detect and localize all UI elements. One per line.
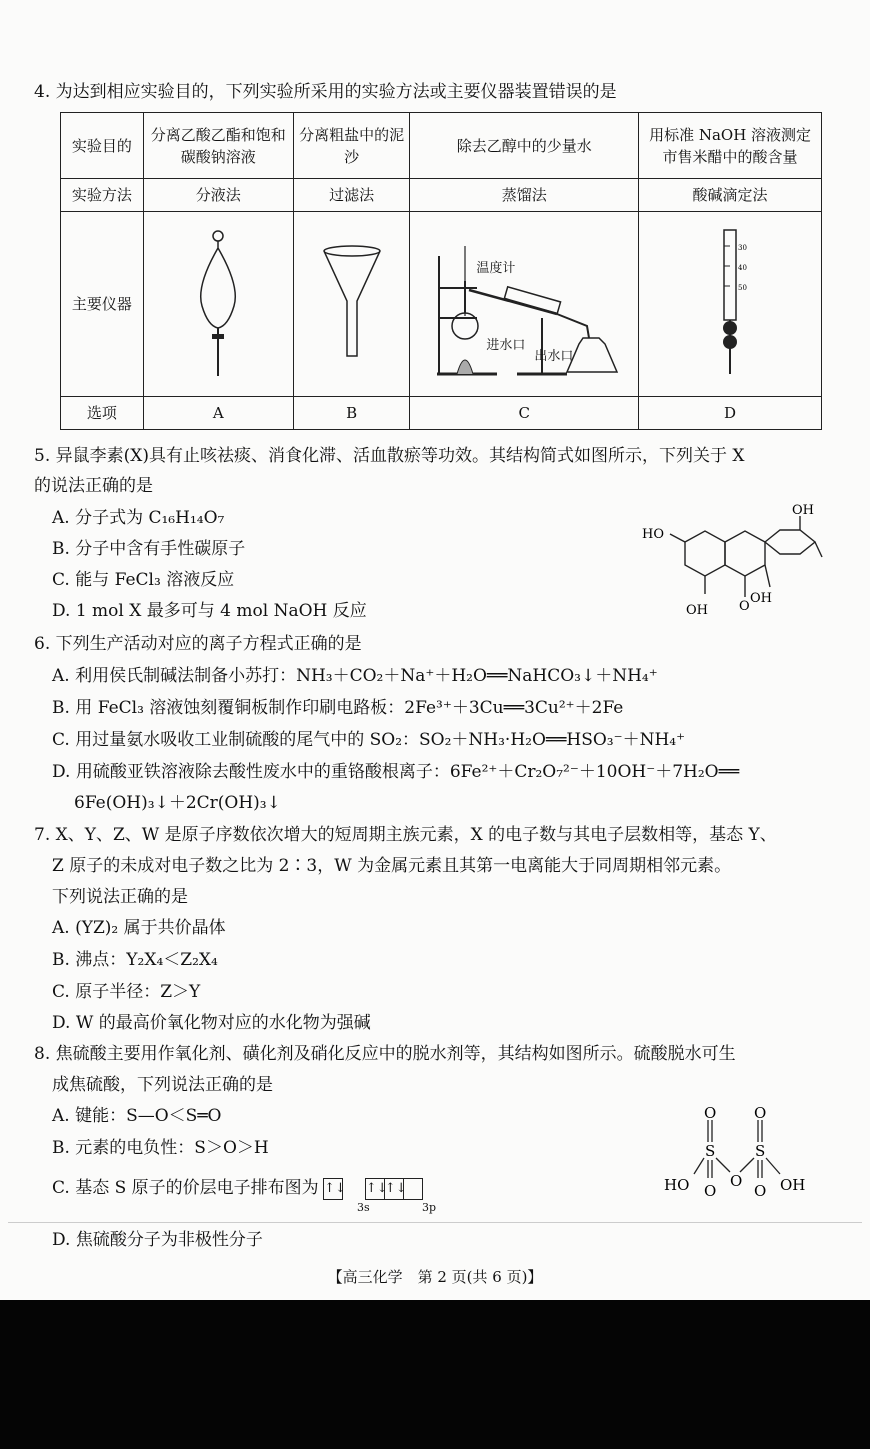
q7-option-a: A. (YZ)₂ 属于共价晶体 bbox=[52, 918, 226, 938]
pyrosulfuric-acid-structure bbox=[660, 1104, 820, 1199]
option-b: B bbox=[293, 397, 409, 430]
q7-option-c: C. 原子半径：Z＞Y bbox=[52, 982, 201, 1002]
q6-option-b: B. 用 FeCl₃ 溶液蚀刻覆铜板制作印刷电路板：2Fe³⁺＋3Cu══3Cu²⁺＋2Fe bbox=[52, 698, 624, 718]
thermometer-label: 温度计 bbox=[476, 261, 516, 276]
label-o-4: O bbox=[754, 1182, 767, 1199]
orbital-3p-1: ↑↓ bbox=[365, 1178, 385, 1200]
q8-option-c-text: C. 基态 S 原子的价层电子排布图为 bbox=[52, 1178, 319, 1198]
label-o-3: O bbox=[704, 1182, 717, 1199]
method-c: 蒸馏法 bbox=[410, 179, 639, 212]
label-o-2: O bbox=[754, 1104, 767, 1122]
q8-option-a: A. 键能：S—O＜S═O bbox=[52, 1106, 222, 1126]
q8-stem-2: 成焦硫酸，下列说法正确的是 bbox=[52, 1075, 273, 1095]
q4-table bbox=[60, 112, 822, 430]
q8-stem-1: 8. 焦硫酸主要用作氧化剂、磺化剂及硝化反应中的脱水剂等，其结构如图所示。硫酸脱水可生 bbox=[34, 1044, 736, 1064]
q7-option-b: B. 沸点：Y₂X₄＜Z₂X₄ bbox=[52, 950, 218, 970]
orbital-3s-label: 3s bbox=[357, 1201, 370, 1214]
q5-option-d: D. 1 mol X 最多可与 4 mol NaOH 反应 bbox=[52, 601, 367, 621]
option-c: C bbox=[410, 397, 639, 430]
q5-option-c: C. 能与 FeCl₃ 溶液反应 bbox=[52, 570, 235, 590]
q8-option-b: B. 元素的电负性：S＞O＞H bbox=[52, 1138, 269, 1158]
q6-option-c: C. 用过量氨水吸收工业制硫酸的尾气中的 SO₂：SO₂＋NH₃·H₂O══HSO₃⁻＋NH₄⁺ bbox=[52, 730, 686, 750]
label-ho: HO bbox=[664, 1176, 690, 1194]
q8-option-d: D. 焦硫酸分子为非极性分子 bbox=[52, 1230, 263, 1250]
orbital-3p-2: ↑↓ bbox=[384, 1178, 404, 1200]
scan-dark-margin bbox=[0, 1300, 870, 1449]
method-a: 分液法 bbox=[143, 179, 293, 212]
label-o-carbonyl: O bbox=[739, 599, 750, 614]
label-oh-c3: OH bbox=[750, 591, 772, 606]
row-head-apparatus: 主要仪器 bbox=[61, 212, 144, 397]
q7-option-d: D. W 的最高价氧化物对应的水化物为强碱 bbox=[52, 1013, 371, 1033]
burette-tick-30: 30 bbox=[738, 244, 747, 252]
purpose-c: 除去乙醇中的少量水 bbox=[410, 113, 639, 179]
q5-stem-2: 的说法正确的是 bbox=[34, 476, 153, 496]
q7-stem-1: 7. X、Y、Z、W 是原子序数依次增大的短周期主族元素，X 的电子数与其电子层数相等，基态 Y、 bbox=[34, 825, 777, 845]
q7-stem-3: 下列说法正确的是 bbox=[52, 887, 188, 907]
burette-tick-40: 40 bbox=[738, 264, 747, 272]
burette-image bbox=[639, 212, 822, 397]
page-footer: 【高三化学 第 2 页(共 6 页)】 bbox=[327, 1268, 543, 1286]
separatory-funnel-image bbox=[143, 212, 293, 397]
label-s-2: S bbox=[755, 1142, 766, 1160]
isorhamnetin-structure bbox=[630, 502, 830, 627]
purpose-a: 分离乙酸乙酯和饱和碳酸钠溶液 bbox=[143, 113, 293, 179]
orbital-3p-3 bbox=[403, 1178, 423, 1200]
method-d: 酸碱滴定法 bbox=[639, 179, 822, 212]
row-head-option: 选项 bbox=[61, 397, 144, 430]
label-o-1: O bbox=[704, 1104, 717, 1122]
q6-option-d-2: 6Fe(OH)₃↓＋2Cr(OH)₃↓ bbox=[74, 793, 281, 813]
option-d: D bbox=[639, 397, 822, 430]
q6-stem: 6. 下列生产活动对应的离子方程式正确的是 bbox=[34, 634, 362, 654]
orbital-3s: ↑↓ bbox=[323, 1178, 343, 1200]
label-oh-top: OH bbox=[792, 503, 814, 518]
option-a: A bbox=[143, 397, 293, 430]
filter-funnel-image bbox=[293, 212, 409, 397]
distillation-apparatus-image bbox=[410, 212, 639, 397]
q5-stem-1: 5. 异鼠李素(X)具有止咳祛痰、消食化滞、活血散瘀等功效。其结构简式如图所示，下列关于 X bbox=[34, 446, 745, 466]
q7-stem-2: Z 原子的未成对电子数之比为 2∶3，W 为金属元素且其第一电离能大于同周期相邻元素。 bbox=[52, 856, 732, 876]
purpose-d: 用标准 NaOH 溶液测定市售米醋中的酸含量 bbox=[639, 113, 822, 179]
q5-option-b: B. 分子中含有手性碳原子 bbox=[52, 539, 246, 559]
label-ho-left: HO bbox=[642, 527, 664, 542]
q4-stem: 4. 为达到相应实验目的，下列实验所采用的实验方法或主要仪器装置错误的是 bbox=[34, 82, 617, 102]
label-oh: OH bbox=[780, 1176, 806, 1194]
water-in-label: 进水口 bbox=[486, 338, 526, 353]
water-out-label: 出水口 bbox=[534, 349, 574, 364]
row-head-purpose: 实验目的 bbox=[61, 113, 144, 179]
orbital-3p-label: 3p bbox=[422, 1201, 437, 1214]
label-s-1: S bbox=[705, 1142, 716, 1160]
row-head-method: 实验方法 bbox=[61, 179, 144, 212]
q6-option-d-1: D. 用硫酸亚铁溶液除去酸性废水中的重铬酸根离子：6Fe²⁺＋Cr₂O₇²⁻＋10OH⁻＋7H₂O══ bbox=[52, 762, 740, 782]
burette-tick-50: 50 bbox=[738, 284, 747, 292]
divider bbox=[8, 1222, 862, 1223]
q5-option-a: A. 分子式为 C₁₆H₁₄O₇ bbox=[52, 508, 225, 528]
q6-option-a: A. 利用侯氏制碱法制备小苏打：NH₃＋CO₂＋Na⁺＋H₂O══NaHCO₃↓＋NH₄⁺ bbox=[52, 666, 658, 686]
label-oh-c5: OH bbox=[686, 603, 708, 618]
label-o-bridge: O bbox=[730, 1172, 743, 1190]
method-b: 过滤法 bbox=[293, 179, 409, 212]
purpose-b: 分离粗盐中的泥沙 bbox=[293, 113, 409, 179]
